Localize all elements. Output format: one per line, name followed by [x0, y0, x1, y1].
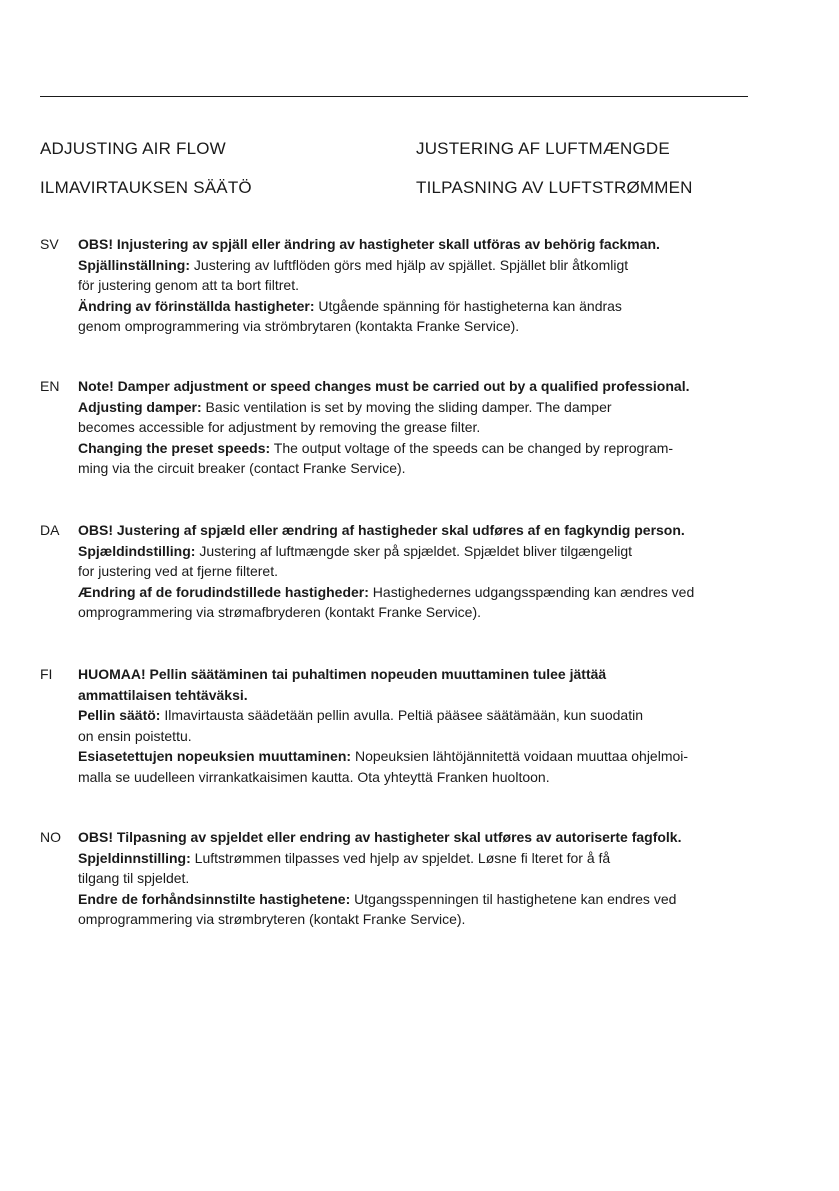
language-code-fi: FI — [40, 666, 53, 682]
heading-en: ADJUSTING AIR FLOW — [40, 139, 226, 158]
damper-text-2-da: for justering ved at fjerne filteret. — [78, 563, 278, 580]
language-code-en: EN — [40, 378, 60, 394]
speed-text-2-en: ming via the circuit breaker (contact Franke Service). — [78, 460, 406, 477]
speed-text-2-da: omprogrammering via strømafbryderen (kontakt Franke Service). — [78, 604, 482, 621]
damper-label-no: Spjeldinnstilling: — [78, 849, 191, 866]
warning-da: OBS! Justering af spjæld eller ændring af hastigheder skal udføres af en fagkyndig person. — [78, 522, 685, 538]
speed-text-fi: Nopeuksien lähtöjännitettä voidaan muuttaa ohjelmoi- — [351, 748, 689, 765]
warning-no: OBS! Tilpasning av spjeldet eller endring av hastigheter skal utføres av autoriserte fagfolk. — [78, 829, 682, 845]
damper-label-sv: Spjällinställning: — [78, 256, 191, 273]
speed-text-en: The output voltage of the speeds can be changed by reprogram- — [270, 439, 674, 456]
speed-line-da — [78, 582, 753, 603]
damper-text-sv: Justering av luftflöden görs med hjälp av spjället. Spjället blir åtkomligt — [190, 256, 629, 273]
speed-line-fi — [78, 746, 753, 767]
warning-fi: HUOMAA! Pellin säätäminen tai puhaltimen nopeuden muuttaminen tulee jättää — [78, 666, 607, 682]
damper-text-2-sv: för justering genom att ta bort filtret. — [78, 277, 299, 294]
section-body-sv — [78, 234, 753, 337]
damper-text-no: Luftstrømmen tilpasses ved hjelp av spjeldet. Løsne fi lteret for å få — [190, 849, 611, 866]
damper-line-no — [78, 848, 753, 869]
speed-label-no: Endre de forhåndsinnstilte hastighetene: — [78, 890, 351, 907]
damper-line-sv — [78, 255, 753, 276]
top-divider — [40, 96, 748, 97]
damper-label-fi: Pellin säätö: — [78, 707, 161, 724]
speed-line-sv — [78, 296, 753, 317]
heading-no: TILPASNING AV LUFTSTRØMMEN — [416, 178, 693, 197]
warning-sv: OBS! Injustering av spjäll eller ändring av hastigheter skall utföras av behörig fackman. — [78, 236, 660, 252]
speed-text-sv: Utgående spänning för hastigheterna kan ändras — [314, 297, 622, 314]
section-body-fi — [78, 664, 753, 788]
damper-line-fi — [78, 705, 753, 726]
damper-label-da: Spjældindstilling: — [78, 542, 196, 559]
speed-label-sv: Ändring av förinställda hastigheter: — [78, 297, 315, 314]
language-code-sv: SV — [40, 236, 59, 252]
damper-text-2-en: becomes accessible for adjustment by removing the grease filter. — [78, 419, 481, 436]
damper-text-2-fi: on ensin poistettu. — [78, 727, 192, 744]
warning-en: Note! Damper adjustment or speed changes must be carried out by a qualified professional. — [78, 378, 690, 394]
heading-fi: ILMAVIRTAUKSEN SÄÄTÖ — [40, 178, 252, 197]
section-body-no — [78, 827, 753, 930]
section-body-da — [78, 520, 753, 623]
speed-text-2-sv: genom omprogrammering via strömbrytaren (kontakta Franke Service). — [78, 318, 520, 335]
warning-2-fi: ammattilaisen tehtäväksi. — [78, 686, 248, 703]
damper-text-2-no: tilgang til spjeldet. — [78, 870, 190, 887]
damper-text-fi: Ilmavirtausta säädetään pellin avulla. Peltiä pääsee säätämään, kun suodatin — [160, 707, 643, 724]
speed-label-da: Ændring af de forudindstillede hastigheder: — [78, 583, 369, 600]
damper-label-en: Adjusting damper: — [78, 398, 202, 415]
damper-text-en: Basic ventilation is set by moving the sliding damper. The damper — [201, 398, 612, 415]
heading-da: JUSTERING AF LUFTMÆNGDE — [416, 139, 670, 158]
damper-text-da: Justering af luftmængde sker på spjældet. Spjældet bliver tilgængeligt — [195, 542, 632, 559]
speed-line-no — [78, 889, 753, 910]
speed-label-fi: Esiasetettujen nopeuksien muuttaminen: — [78, 748, 352, 765]
damper-line-da — [78, 541, 753, 562]
speed-label-en: Changing the preset speeds: — [78, 439, 271, 456]
section-body-en — [78, 376, 753, 479]
speed-text-2-fi: malla se uudelleen virrankatkaisimen kautta. Ota yhteyttä Franken huoltoon. — [78, 768, 550, 785]
speed-text-no: Utgangsspenningen til hastighetene kan endres ved — [350, 890, 677, 907]
language-code-no: NO — [40, 829, 61, 845]
language-code-da: DA — [40, 522, 60, 538]
damper-line-en — [78, 397, 753, 418]
speed-line-en — [78, 438, 753, 459]
speed-text-da: Hastighedernes udgangsspænding kan ændres ved — [368, 583, 695, 600]
speed-text-2-no: omprogrammering via strømbryteren (kontakt Franke Service). — [78, 911, 466, 928]
